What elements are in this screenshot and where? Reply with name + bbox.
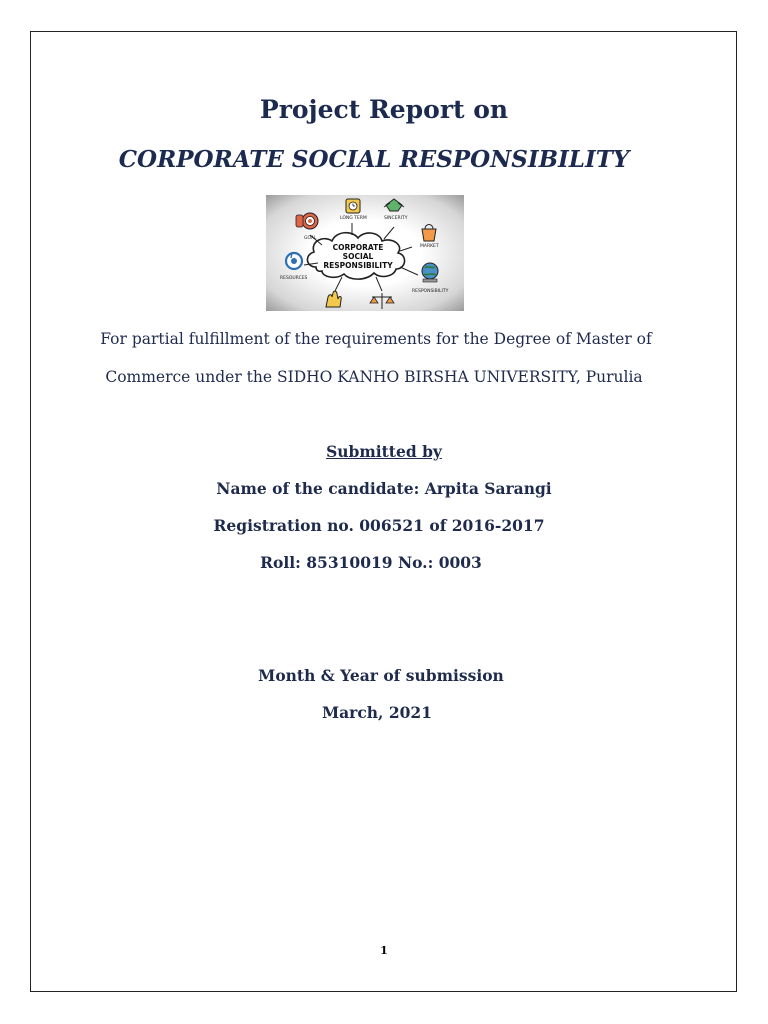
page-border [30, 31, 737, 992]
submitted-by-heading: Submitted by [326, 442, 442, 461]
recycle-icon [286, 253, 302, 269]
target-icon [296, 213, 318, 229]
report-title: Project Report on [259, 95, 509, 124]
label-resources: RESOURCES [280, 276, 308, 281]
handshake-icon [384, 199, 404, 211]
purpose-line-2: Commerce under the SIDHO KANHO BIRSHA UNIVERSITY, Purulia [105, 368, 643, 386]
cloud-text-line3: RESPONSIBILITY [323, 261, 393, 270]
submission-label: Month & Year of submission [258, 666, 504, 685]
purpose-line-1: For partial fulfillment of the requirements for the Degree of Master of [100, 330, 652, 348]
label-long-term: LONG TERM [340, 216, 367, 221]
label-responsibility: RESPONSIBILITY [412, 289, 449, 294]
hand-icon [326, 291, 341, 307]
page-number: 1 [380, 944, 388, 957]
clock-icon [346, 199, 360, 213]
globe-icon [422, 263, 438, 282]
report-subtitle: CORPORATE SOCIAL RESPONSIBILITY [118, 146, 630, 173]
label-goal: GOAL [304, 236, 317, 241]
label-sincerity: SINCERITY [384, 216, 408, 221]
candidate-name: Name of the candidate: Arpita Sarangi [216, 479, 552, 498]
shopping-basket-icon [422, 225, 436, 242]
cloud-text-line2: SOCIAL [342, 252, 374, 261]
submission-date: March, 2021 [321, 703, 432, 722]
scales-icon [370, 293, 394, 309]
label-market: MARKET [420, 244, 439, 249]
csr-concept-image [266, 195, 464, 311]
registration-number: Registration no. 006521 of 2016-2017 [213, 516, 545, 535]
roll-number: Roll: 85310019 No.: 0003 [260, 553, 482, 572]
cloud-text-line1: CORPORATE [332, 243, 384, 252]
